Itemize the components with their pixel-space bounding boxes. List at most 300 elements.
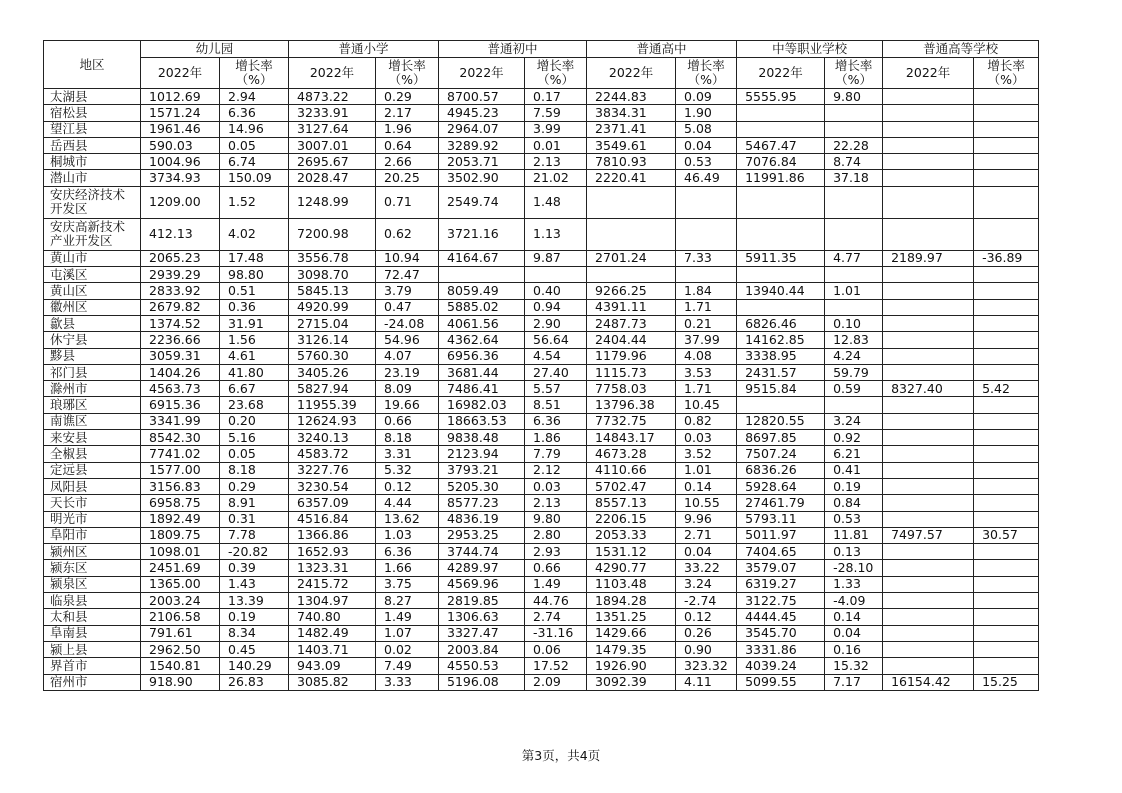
value-cell: 4289.97 [439, 560, 525, 576]
rate-cell: 1.86 [525, 430, 587, 446]
value-cell: 4110.66 [587, 462, 676, 478]
rate-cell: 5.16 [220, 430, 289, 446]
value-cell: 1429.66 [587, 625, 676, 641]
rate-cell: 0.13 [825, 544, 883, 560]
rate-cell: 9.80 [525, 511, 587, 527]
value-cell [883, 495, 974, 511]
value-cell: 943.09 [289, 658, 376, 674]
value-cell: 2244.83 [587, 89, 676, 105]
rate-cell [974, 446, 1039, 462]
value-cell [737, 121, 825, 137]
table-row [44, 315, 1039, 331]
rate-cell: 0.19 [825, 478, 883, 494]
rate-cell: 0.03 [676, 430, 737, 446]
rate-cell: 4.02 [220, 218, 289, 250]
rate-cell: 0.31 [220, 511, 289, 527]
rate-cell: 4.44 [376, 495, 439, 511]
rate-cell: 9.80 [825, 89, 883, 105]
rate-cell: 9.96 [676, 511, 737, 527]
rate-cell [676, 186, 737, 218]
rate-cell: 2.80 [525, 527, 587, 543]
rate-cell: 3.52 [676, 446, 737, 462]
rate-cell: 1.56 [220, 332, 289, 348]
region-cell: 颍州区 [44, 544, 141, 560]
rate-cell [974, 315, 1039, 331]
rate-cell: 33.22 [676, 560, 737, 576]
value-cell [883, 511, 974, 527]
value-cell: 2206.15 [587, 511, 676, 527]
rate-cell: 7.17 [825, 674, 883, 690]
value-cell: 1248.99 [289, 186, 376, 218]
table-row [44, 609, 1039, 625]
rate-cell: 1.90 [676, 105, 737, 121]
table-row [44, 381, 1039, 397]
rate-cell: 0.64 [376, 137, 439, 153]
table-row [44, 527, 1039, 543]
value-cell [883, 315, 974, 331]
rate-cell: 323.32 [676, 658, 737, 674]
value-cell: 3156.83 [141, 478, 220, 494]
rate-cell: 1.49 [376, 609, 439, 625]
value-cell: 4673.28 [587, 446, 676, 462]
value-cell: 5011.97 [737, 527, 825, 543]
rate-cell: 46.49 [676, 170, 737, 186]
rate-cell: -36.89 [974, 250, 1039, 266]
value-cell: 3233.91 [289, 105, 376, 121]
value-cell: 1351.25 [587, 609, 676, 625]
table-row [44, 430, 1039, 446]
value-cell: 4550.53 [439, 658, 525, 674]
value-cell: 14162.85 [737, 332, 825, 348]
value-cell: 8577.23 [439, 495, 525, 511]
rate-cell [974, 609, 1039, 625]
rate-cell: 1.52 [220, 186, 289, 218]
value-cell [883, 186, 974, 218]
rate-cell [825, 105, 883, 121]
value-cell: 3240.13 [289, 430, 376, 446]
table-row [44, 495, 1039, 511]
year-header: 2022年 [289, 58, 376, 89]
rate-cell: 2.90 [525, 315, 587, 331]
rate-cell: 8.18 [376, 430, 439, 446]
value-cell [883, 154, 974, 170]
region-cell: 临泉县 [44, 593, 141, 609]
rate-cell: 14.96 [220, 121, 289, 137]
value-cell: 2053.33 [587, 527, 676, 543]
rate-cell: 4.24 [825, 348, 883, 364]
rate-cell [825, 121, 883, 137]
value-cell: 1892.49 [141, 511, 220, 527]
value-cell: 590.03 [141, 137, 220, 153]
rate-cell [974, 641, 1039, 657]
value-cell [883, 332, 974, 348]
value-cell: 7076.84 [737, 154, 825, 170]
rate-cell [974, 283, 1039, 299]
value-cell: 1961.46 [141, 121, 220, 137]
table-row [44, 89, 1039, 105]
rate-cell: 72.47 [376, 267, 439, 283]
value-cell: 3502.90 [439, 170, 525, 186]
table-row [44, 397, 1039, 413]
value-cell [883, 593, 974, 609]
rate-header: 增长率（%） [376, 58, 439, 89]
rate-cell: 2.09 [525, 674, 587, 690]
value-cell [883, 641, 974, 657]
value-cell: 2003.84 [439, 641, 525, 657]
rate-cell: 15.32 [825, 658, 883, 674]
region-cell: 徽州区 [44, 299, 141, 315]
rate-cell: 2.12 [525, 462, 587, 478]
value-cell [883, 658, 974, 674]
value-cell: 3681.44 [439, 364, 525, 380]
region-cell: 定远县 [44, 462, 141, 478]
region-cell: 颍上县 [44, 641, 141, 657]
rate-cell [974, 170, 1039, 186]
value-cell: 3127.64 [289, 121, 376, 137]
value-cell: 3834.31 [587, 105, 676, 121]
value-cell: 1479.35 [587, 641, 676, 657]
value-cell: 2953.25 [439, 527, 525, 543]
value-cell: 5555.95 [737, 89, 825, 105]
rate-cell: 7.33 [676, 250, 737, 266]
rate-cell: 9.87 [525, 250, 587, 266]
rate-cell: 2.13 [525, 495, 587, 511]
value-cell: 3092.39 [587, 674, 676, 690]
value-cell [737, 105, 825, 121]
value-cell [883, 364, 974, 380]
rate-cell: 0.20 [220, 413, 289, 429]
value-cell: 2189.97 [883, 250, 974, 266]
value-cell [883, 478, 974, 494]
rate-cell: 56.64 [525, 332, 587, 348]
value-cell: 3338.95 [737, 348, 825, 364]
rate-cell: 0.90 [676, 641, 737, 657]
value-cell: 6958.75 [141, 495, 220, 511]
rate-cell: 0.09 [676, 89, 737, 105]
region-cell: 琅琊区 [44, 397, 141, 413]
value-cell: 8700.57 [439, 89, 525, 105]
value-cell [883, 105, 974, 121]
rate-cell: 6.74 [220, 154, 289, 170]
rate-header: 增长率（%） [974, 58, 1039, 89]
value-cell: 8059.49 [439, 283, 525, 299]
rate-cell: 0.02 [376, 641, 439, 657]
value-cell: 2404.44 [587, 332, 676, 348]
region-cell: 颍泉区 [44, 576, 141, 592]
value-cell: 1323.31 [289, 560, 376, 576]
rate-cell: 0.29 [376, 89, 439, 105]
rate-cell: 0.41 [825, 462, 883, 478]
rate-cell [974, 137, 1039, 153]
table-row [44, 413, 1039, 429]
rate-cell: 0.36 [220, 299, 289, 315]
value-cell: 1926.90 [587, 658, 676, 674]
region-cell: 太湖县 [44, 89, 141, 105]
value-cell: 3579.07 [737, 560, 825, 576]
value-cell: 2695.67 [289, 154, 376, 170]
rate-cell: 5.57 [525, 381, 587, 397]
value-cell: 5099.55 [737, 674, 825, 690]
table-row [44, 105, 1039, 121]
group-header-higher: 普通高等学校 [883, 41, 1039, 58]
rate-cell [974, 560, 1039, 576]
rate-cell [974, 430, 1039, 446]
value-cell: 6956.36 [439, 348, 525, 364]
value-cell [883, 560, 974, 576]
value-cell: 5827.94 [289, 381, 376, 397]
value-cell: 3556.78 [289, 250, 376, 266]
value-cell [883, 625, 974, 641]
region-cell: 阜南县 [44, 625, 141, 641]
value-cell: 4569.96 [439, 576, 525, 592]
region-cell: 潜山市 [44, 170, 141, 186]
rate-cell: 6.36 [220, 105, 289, 121]
rate-cell: 6.21 [825, 446, 883, 462]
value-cell: 7404.65 [737, 544, 825, 560]
table-row [44, 511, 1039, 527]
value-cell: 3126.14 [289, 332, 376, 348]
rate-cell [974, 218, 1039, 250]
rate-cell: 0.10 [825, 315, 883, 331]
value-cell: 8327.40 [883, 381, 974, 397]
value-cell: 2451.69 [141, 560, 220, 576]
table-row [44, 674, 1039, 690]
table-row [44, 478, 1039, 494]
region-cell: 安庆高新技术产业开发区 [44, 218, 141, 250]
rate-header: 增长率（%） [825, 58, 883, 89]
rate-cell [974, 576, 1039, 592]
year-header: 2022年 [587, 58, 676, 89]
rate-cell: 0.06 [525, 641, 587, 657]
value-cell: 16982.03 [439, 397, 525, 413]
rate-cell: 0.21 [676, 315, 737, 331]
rate-cell [676, 218, 737, 250]
value-cell: 1571.24 [141, 105, 220, 121]
rate-cell: 15.25 [974, 674, 1039, 690]
value-cell: 5911.35 [737, 250, 825, 266]
value-cell [883, 446, 974, 462]
rate-cell: 37.18 [825, 170, 883, 186]
table-row [44, 544, 1039, 560]
value-cell [737, 267, 825, 283]
value-cell: 9266.25 [587, 283, 676, 299]
rate-cell: 0.45 [220, 641, 289, 657]
table-header [44, 41, 1039, 89]
value-cell: 2939.29 [141, 267, 220, 283]
rate-cell: 0.94 [525, 299, 587, 315]
rate-cell: 30.57 [974, 527, 1039, 543]
region-cell: 桐城市 [44, 154, 141, 170]
rate-cell [974, 478, 1039, 494]
rate-cell: 2.94 [220, 89, 289, 105]
rate-header: 增长率（%） [676, 58, 737, 89]
value-cell: 1209.00 [141, 186, 220, 218]
value-cell: 3549.61 [587, 137, 676, 153]
value-cell: 3059.31 [141, 348, 220, 364]
rate-cell [974, 332, 1039, 348]
value-cell: 4873.22 [289, 89, 376, 105]
value-cell [883, 299, 974, 315]
rate-cell: 0.04 [676, 137, 737, 153]
value-cell: 2964.07 [439, 121, 525, 137]
rate-cell: 0.04 [825, 625, 883, 641]
value-cell: 3341.99 [141, 413, 220, 429]
value-cell: 918.90 [141, 674, 220, 690]
rate-cell: 8.09 [376, 381, 439, 397]
value-cell: 4444.45 [737, 609, 825, 625]
value-cell: 7486.41 [439, 381, 525, 397]
rate-cell: 0.05 [220, 137, 289, 153]
value-cell: 6357.09 [289, 495, 376, 511]
value-cell [883, 413, 974, 429]
rate-cell [974, 413, 1039, 429]
value-cell: 1540.81 [141, 658, 220, 674]
table-row [44, 625, 1039, 641]
rate-cell: 7.49 [376, 658, 439, 674]
table-row [44, 658, 1039, 674]
rate-cell [974, 267, 1039, 283]
value-cell: 4039.24 [737, 658, 825, 674]
value-cell: 1103.48 [587, 576, 676, 592]
rate-cell [974, 462, 1039, 478]
value-cell: 3007.01 [289, 137, 376, 153]
table-row [44, 446, 1039, 462]
rate-cell: 1.33 [825, 576, 883, 592]
value-cell: 1374.52 [141, 315, 220, 331]
table-row [44, 560, 1039, 576]
rate-cell: 2.13 [525, 154, 587, 170]
rate-cell [974, 593, 1039, 609]
group-header-senior: 普通高中 [587, 41, 737, 58]
rate-cell [974, 364, 1039, 380]
value-cell: 27461.79 [737, 495, 825, 511]
region-cell: 望江县 [44, 121, 141, 137]
region-cell: 来安县 [44, 430, 141, 446]
rate-cell: 0.47 [376, 299, 439, 315]
value-cell: 4920.99 [289, 299, 376, 315]
rate-cell: 41.80 [220, 364, 289, 380]
value-cell: 3098.70 [289, 267, 376, 283]
rate-cell: 0.40 [525, 283, 587, 299]
table-row [44, 218, 1039, 250]
value-cell: 6915.36 [141, 397, 220, 413]
value-cell: 1577.00 [141, 462, 220, 478]
value-cell: 5205.30 [439, 478, 525, 494]
group-header-kindergarten: 幼儿园 [141, 41, 289, 58]
rate-cell [974, 154, 1039, 170]
value-cell: 1809.75 [141, 527, 220, 543]
rate-cell: 0.51 [220, 283, 289, 299]
rate-cell [974, 658, 1039, 674]
value-cell [883, 267, 974, 283]
rate-cell: 6.36 [525, 413, 587, 429]
region-cell: 祁门县 [44, 364, 141, 380]
value-cell: 2715.04 [289, 315, 376, 331]
rate-cell: -20.82 [220, 544, 289, 560]
region-cell: 岳西县 [44, 137, 141, 153]
rate-cell: 8.27 [376, 593, 439, 609]
value-cell: 7732.75 [587, 413, 676, 429]
rate-cell: 150.09 [220, 170, 289, 186]
rate-cell: 0.66 [376, 413, 439, 429]
value-cell: 3405.26 [289, 364, 376, 380]
rate-cell: 2.93 [525, 544, 587, 560]
value-cell: 2053.71 [439, 154, 525, 170]
value-cell: 2487.73 [587, 315, 676, 331]
value-cell: 5467.47 [737, 137, 825, 153]
value-cell: 3327.47 [439, 625, 525, 641]
rate-cell: 4.77 [825, 250, 883, 266]
value-cell [883, 218, 974, 250]
value-cell: 6836.26 [737, 462, 825, 478]
rate-cell: 10.55 [676, 495, 737, 511]
rate-cell: 8.74 [825, 154, 883, 170]
value-cell: 13940.44 [737, 283, 825, 299]
table-row [44, 137, 1039, 153]
region-cell: 全椒县 [44, 446, 141, 462]
rate-cell: 0.05 [220, 446, 289, 462]
rate-cell: 1.01 [676, 462, 737, 478]
table-row [44, 170, 1039, 186]
value-cell: 740.80 [289, 609, 376, 625]
rate-cell: -24.08 [376, 315, 439, 331]
value-cell: 18663.53 [439, 413, 525, 429]
value-cell: 6319.27 [737, 576, 825, 592]
rate-cell [525, 267, 587, 283]
rate-cell: -31.16 [525, 625, 587, 641]
table-row [44, 332, 1039, 348]
rate-cell: 0.16 [825, 641, 883, 657]
value-cell: 2028.47 [289, 170, 376, 186]
value-cell [883, 430, 974, 446]
table-row [44, 462, 1039, 478]
value-cell [883, 170, 974, 186]
rate-cell [974, 89, 1039, 105]
rate-cell: 0.92 [825, 430, 883, 446]
rate-cell: 3.99 [525, 121, 587, 137]
table-body [44, 89, 1039, 691]
rate-cell: 98.80 [220, 267, 289, 283]
table-row [44, 348, 1039, 364]
value-cell: 2220.41 [587, 170, 676, 186]
rate-cell: 1.84 [676, 283, 737, 299]
value-cell: 1365.00 [141, 576, 220, 592]
rate-cell: 0.84 [825, 495, 883, 511]
value-cell: 2962.50 [141, 641, 220, 657]
value-cell [883, 397, 974, 413]
value-cell [883, 462, 974, 478]
value-cell: 5928.64 [737, 478, 825, 494]
value-cell: 2679.82 [141, 299, 220, 315]
table-row [44, 641, 1039, 657]
rate-cell: 3.75 [376, 576, 439, 592]
rate-cell [974, 511, 1039, 527]
value-cell [587, 267, 676, 283]
value-cell: 5845.13 [289, 283, 376, 299]
region-cell: 南谯区 [44, 413, 141, 429]
value-cell: 5702.47 [587, 478, 676, 494]
region-cell: 宿松县 [44, 105, 141, 121]
value-cell: 1098.01 [141, 544, 220, 560]
value-cell: 6826.46 [737, 315, 825, 331]
rate-cell: 0.12 [676, 609, 737, 625]
rate-cell: 3.24 [825, 413, 883, 429]
value-cell: 16154.42 [883, 674, 974, 690]
value-cell: 2549.74 [439, 186, 525, 218]
rate-cell: 4.54 [525, 348, 587, 364]
value-cell: 1652.93 [289, 544, 376, 560]
value-cell: 1894.28 [587, 593, 676, 609]
